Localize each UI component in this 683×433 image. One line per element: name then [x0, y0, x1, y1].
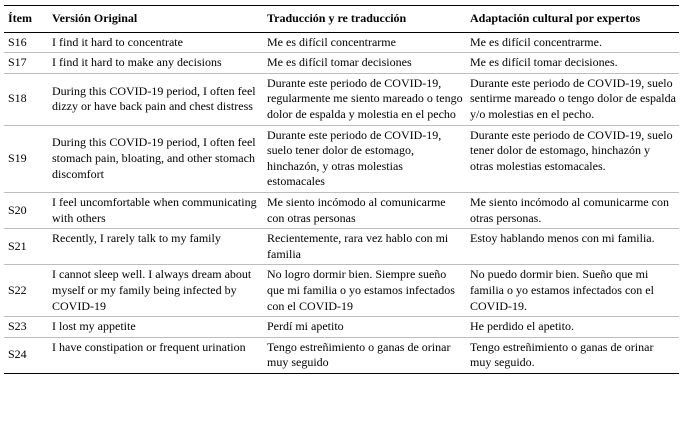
item-id: S23	[4, 317, 48, 338]
item-id: S22	[4, 265, 48, 317]
translation-text: Perdí mi apetito	[263, 317, 466, 338]
table-row	[4, 192, 679, 228]
original-text: I have constipation or frequent urination	[48, 337, 263, 373]
item-id: S18	[4, 73, 48, 125]
translation-text: Durante este periodo de COVID-19, regularmente me siento mareado o tengo dolor de espalda y molestia en el pecho	[263, 73, 466, 125]
item-id: S21	[4, 229, 48, 265]
original-text: I feel uncomfortable when communicating with others	[48, 192, 263, 228]
adaptation-text: He perdido el apetito.	[466, 317, 679, 338]
translation-text: Tengo estreñimiento o ganas de orinar muy seguido	[263, 337, 466, 373]
original-text: I find it hard to make any decisions	[48, 53, 263, 74]
adaptation-text: Estoy hablando menos con mi familia.	[466, 229, 679, 265]
item-id: S19	[4, 125, 48, 192]
table-row	[4, 125, 679, 192]
header-item: Ítem	[4, 6, 48, 33]
original-text: During this COVID-19 period, I often feel stomach pain, bloating, and other stomach discomfort	[48, 125, 263, 192]
original-text: I lost my appetite	[48, 317, 263, 338]
translation-text: Recientemente, rara vez hablo con mi familia	[263, 229, 466, 265]
table-row	[4, 53, 679, 74]
adaptation-text: Me es difícil tomar decisiones.	[466, 53, 679, 74]
item-id: S17	[4, 53, 48, 74]
original-text: Recently, I rarely talk to my family	[48, 229, 263, 265]
table-row	[4, 337, 679, 373]
translation-text: Durante este periodo de COVID-19, suelo tener dolor de estomago, hinchazón, y otras molestias estomacales	[263, 125, 466, 192]
table-row	[4, 73, 679, 125]
table-row	[4, 265, 679, 317]
original-text: I find it hard to concentrate	[48, 32, 263, 53]
translation-text: Me siento incómodo al comunicarme con otras personas	[263, 192, 466, 228]
table-body	[4, 32, 679, 373]
header-original: Versión Original	[48, 6, 263, 33]
adaptation-text: Tengo estreñimiento o ganas de orinar muy seguido.	[466, 337, 679, 373]
adaptation-text: Durante este periodo de COVID-19, suelo sentirme mareado o tengo dolor de espalda y/o molestias en el pecho.	[466, 73, 679, 125]
items-table	[4, 5, 679, 374]
item-id: S20	[4, 192, 48, 228]
table-header	[4, 6, 679, 33]
adaptation-text: Me siento incómodo al comunicarme con otras personas.	[466, 192, 679, 228]
original-text: I cannot sleep well. I always dream about myself or my family being infected by COVID-19	[48, 265, 263, 317]
header-adaptation: Adaptación cultural por expertos	[466, 6, 679, 33]
item-id: S16	[4, 32, 48, 53]
item-id: S24	[4, 337, 48, 373]
original-text: During this COVID-19 period, I often feel dizzy or have back pain and chest distress	[48, 73, 263, 125]
adaptation-text: Durante este periodo de COVID-19, suelo tener dolor de estomago, hinchazón y otras molestias estomacales.	[466, 125, 679, 192]
translation-text: No logro dormir bien. Siempre sueño que mi familia o yo estamos infectados con el COVID-19	[263, 265, 466, 317]
translation-text: Me es difícil concentrarme	[263, 32, 466, 53]
table-row	[4, 32, 679, 53]
adaptation-text: No puedo dormir bien. Sueño que mi familia o yo estamos infectados con el COVID-19.	[466, 265, 679, 317]
table-row	[4, 317, 679, 338]
header-row	[4, 6, 679, 33]
table-row	[4, 229, 679, 265]
translation-text: Me es difícil tomar decisiones	[263, 53, 466, 74]
adaptation-text: Me es difícil concentrarme.	[466, 32, 679, 53]
header-translation: Traducción y re traducción	[263, 6, 466, 33]
